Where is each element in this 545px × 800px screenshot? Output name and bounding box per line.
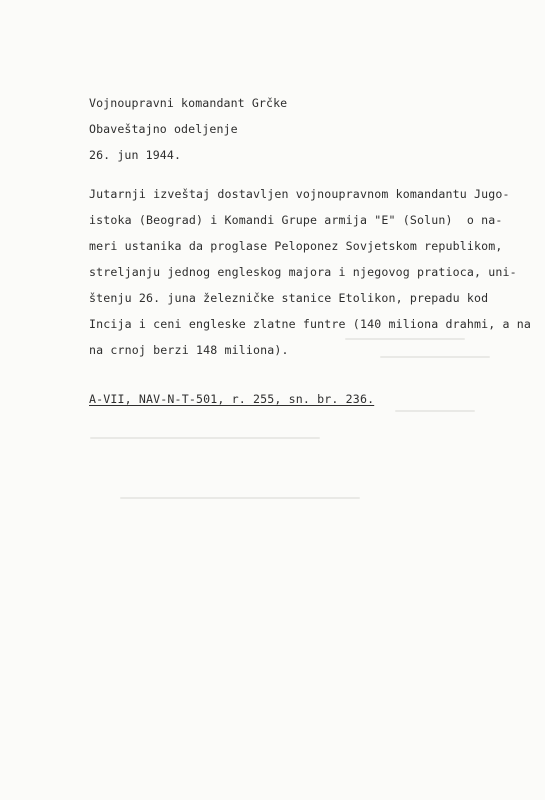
bleed-through-mark — [395, 410, 475, 412]
body-line: meri ustanika da proglase Peloponez Sovjetskom republikom, — [89, 239, 503, 253]
body-line: istoka (Beograd) i Komandi Grupe armija "E" (Solun) o na- — [89, 213, 503, 227]
body-line: Jutarnji izveštaj dostavljen vojnoupravnom komandantu Jugo- — [89, 187, 510, 201]
issuer-line: Vojnoupravni komandant Grčke — [89, 96, 288, 110]
department-line: Obaveštajno odeljenje — [89, 122, 238, 136]
bleed-through-mark — [345, 338, 465, 340]
bleed-through-mark — [120, 497, 360, 499]
archive-reference: A-VII, NAV-N-T-501, r. 255, sn. br. 236. — [89, 392, 375, 406]
body-line: štenju 26. juna železničke stanice Etolikon, prepadu kod — [89, 291, 489, 305]
body-line: na crnoj berzi 148 miliona). — [89, 343, 289, 357]
document-date: 26. jun 1944. — [89, 148, 182, 162]
bleed-through-mark — [90, 437, 320, 439]
bleed-through-mark — [380, 356, 490, 358]
body-line: Incija i ceni engleske zlatne funtre (140 miliona drahmi, a na — [89, 317, 532, 331]
body-line: streljanju jednog engleskog majora i njegovog pratioca, uni- — [89, 265, 517, 279]
